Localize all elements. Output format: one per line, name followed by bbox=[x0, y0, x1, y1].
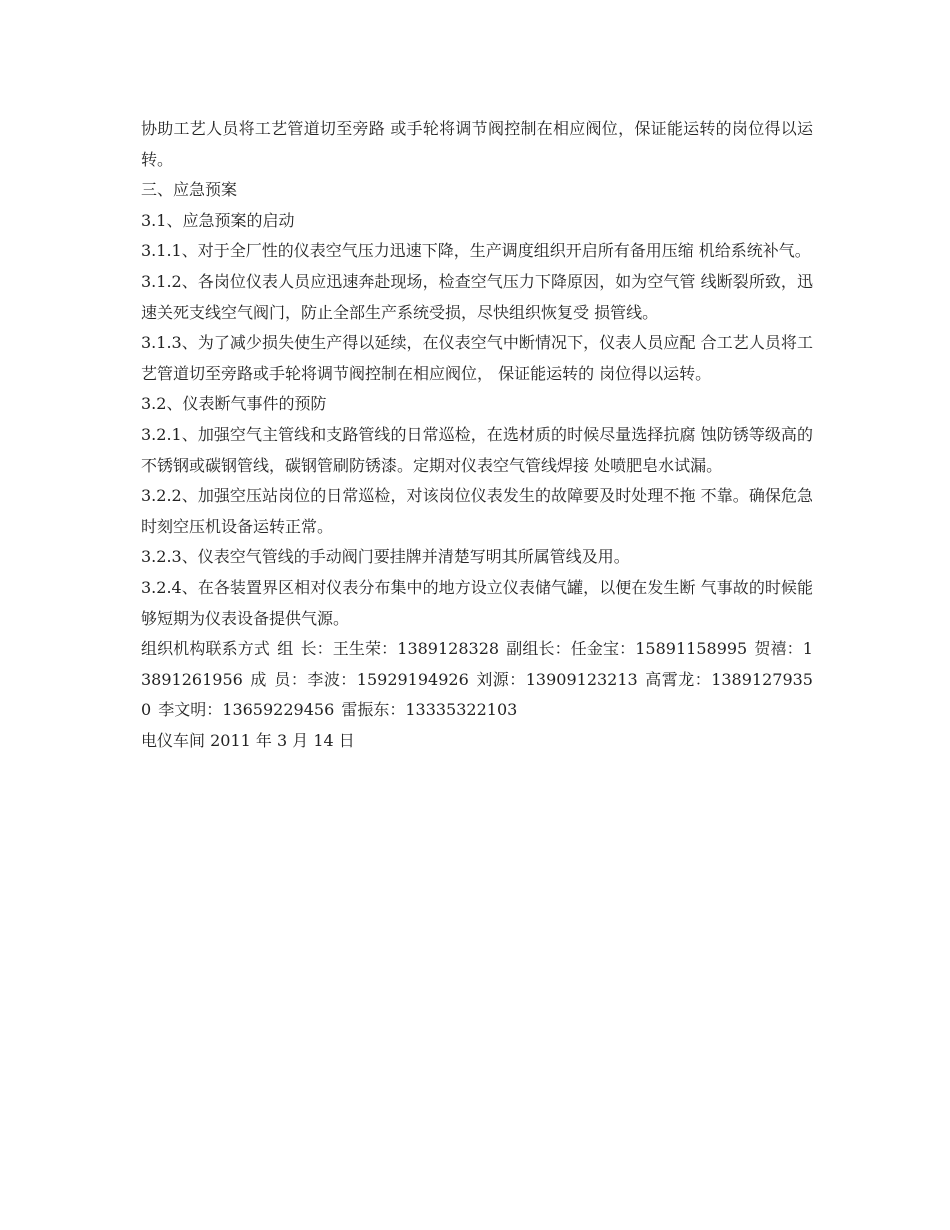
paragraph-3-1-3: 3.1.3、为了减少损失使生产得以延续，在仪表空气中断情况下，仪表人员应配 合工艺人员将工艺管道切至旁路或手轮将调节阀控制在相应阀位， 保证能运转的 岗位得以运转。 bbox=[141, 333, 813, 383]
paragraph-continuation: 协助工艺人员将工艺管道切至旁路 或手轮将调节阀控制在相应阀位，保证能运转的岗位得以运转。 bbox=[141, 119, 813, 169]
paragraph-3-2-4: 3.2.4、在各装置界区相对仪表分布集中的地方设立仪表储气罐，以便在发生断 气事故的时候能够短期为仪表设备提供气源。 bbox=[141, 577, 813, 628]
paragraph-3-2-1: 3.2.1、加强空气主管线和支路管线的日常巡检，在选材质的时候尽量选择抗腐 蚀防锈等级高的不锈钢或碳钢管线，碳钢管刷防锈漆。定期对仪表空气管线焊接 处喷肥皂水试漏。 bbox=[141, 424, 813, 475]
paragraph-3-2-3: 3.2.3、仪表空气管线的手动阀门要挂牌并清楚写明其所属管线及用。 bbox=[141, 547, 630, 567]
contact-info: 组织机构联系方式 组 长：王生荣：1389128328 副组长：任金宝：15891158995 贺禧：13891261956 成 员：李波：15929194926 刘源：13909123213 高霄龙：13891279350 李文明：13659229456 雷振东：13335322103 bbox=[141, 639, 813, 720]
document-body bbox=[141, 114, 813, 756]
paragraph-3-1-1: 3.1.1、对于全厂性的仪表空气压力迅速下降，生产调度组织开启所有备用压缩 机给系统补气。 bbox=[141, 241, 811, 261]
subsection-heading-prevention: 3.2、仪表断气事件的预防 bbox=[141, 394, 327, 414]
paragraph-3-2-2: 3.2.2、加强空压站岗位的日常巡检，对该岗位仪表发生的故障要及时处理不拖 不靠。确保危急时刻空压机设备运转正常。 bbox=[141, 486, 813, 536]
paragraph-3-1-2: 3.1.2、各岗位仪表人员应迅速奔赴现场，检查空气压力下降原因，如为空气管 线断裂所致，迅速关死支线空气阀门，防止全部生产系统受损，尽快组织恢复受 损管线。 bbox=[141, 271, 813, 322]
section-heading-emergency-plan: 三、应急预案 bbox=[141, 180, 238, 200]
subsection-heading-plan-activation: 3.1、应急预案的启动 bbox=[141, 210, 295, 230]
signature-date: 电仪车间 2011 年 3 月 14 日 bbox=[141, 730, 355, 750]
